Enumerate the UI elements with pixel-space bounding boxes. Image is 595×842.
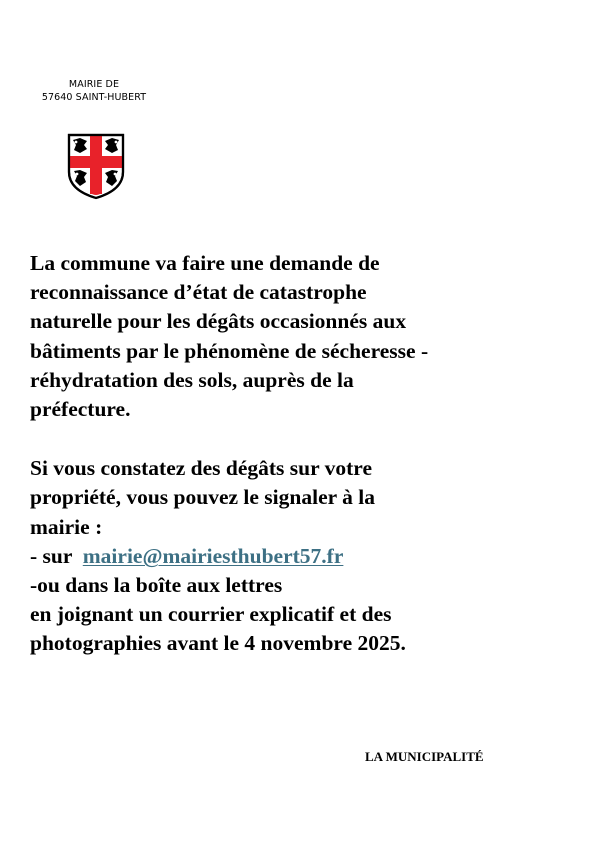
paragraph-report-damage bbox=[30, 454, 570, 658]
text-line: photographies avant le 4 novembre 2025. bbox=[30, 631, 406, 656]
mairie-header bbox=[24, 78, 164, 104]
text-line: Si vous constatez des dégâts sur votre bbox=[30, 456, 373, 481]
paragraph-spacer bbox=[30, 424, 570, 454]
text-line: réhydratation des sols, auprès de la bbox=[30, 367, 354, 392]
header-title: MAIRIE DE bbox=[68, 79, 120, 90]
text-line: en joignant un courrier explicatif et des bbox=[30, 602, 392, 627]
text-line: reconnaissance d’état de catastrophe bbox=[30, 280, 367, 305]
text-line: naturelle pour les dégâts occasionnés aux bbox=[30, 309, 407, 334]
text-line: mairie : bbox=[30, 514, 103, 539]
text-line: propriété, vous pouvez le signaler à la bbox=[30, 485, 375, 510]
header-address: 57640 SAINT-HUBERT bbox=[41, 92, 147, 103]
coat-of-arms-icon bbox=[66, 132, 126, 200]
text-line: -ou dans la boîte aux lettres bbox=[30, 573, 283, 598]
text-line: La commune va faire une demande de bbox=[30, 251, 380, 275]
notice-body bbox=[30, 249, 570, 659]
signature: LA MUNICIPALITÉ bbox=[365, 749, 484, 764]
paragraph-catastrophe bbox=[30, 249, 570, 424]
email-prefix: - sur bbox=[30, 543, 83, 568]
email-link[interactable]: mairie@mairiesthubert57.fr bbox=[82, 543, 344, 568]
email-line bbox=[30, 542, 570, 571]
text-line: bâtiments par le phénomène de sécheresse - bbox=[30, 338, 429, 363]
text-line: préfecture. bbox=[30, 397, 131, 422]
